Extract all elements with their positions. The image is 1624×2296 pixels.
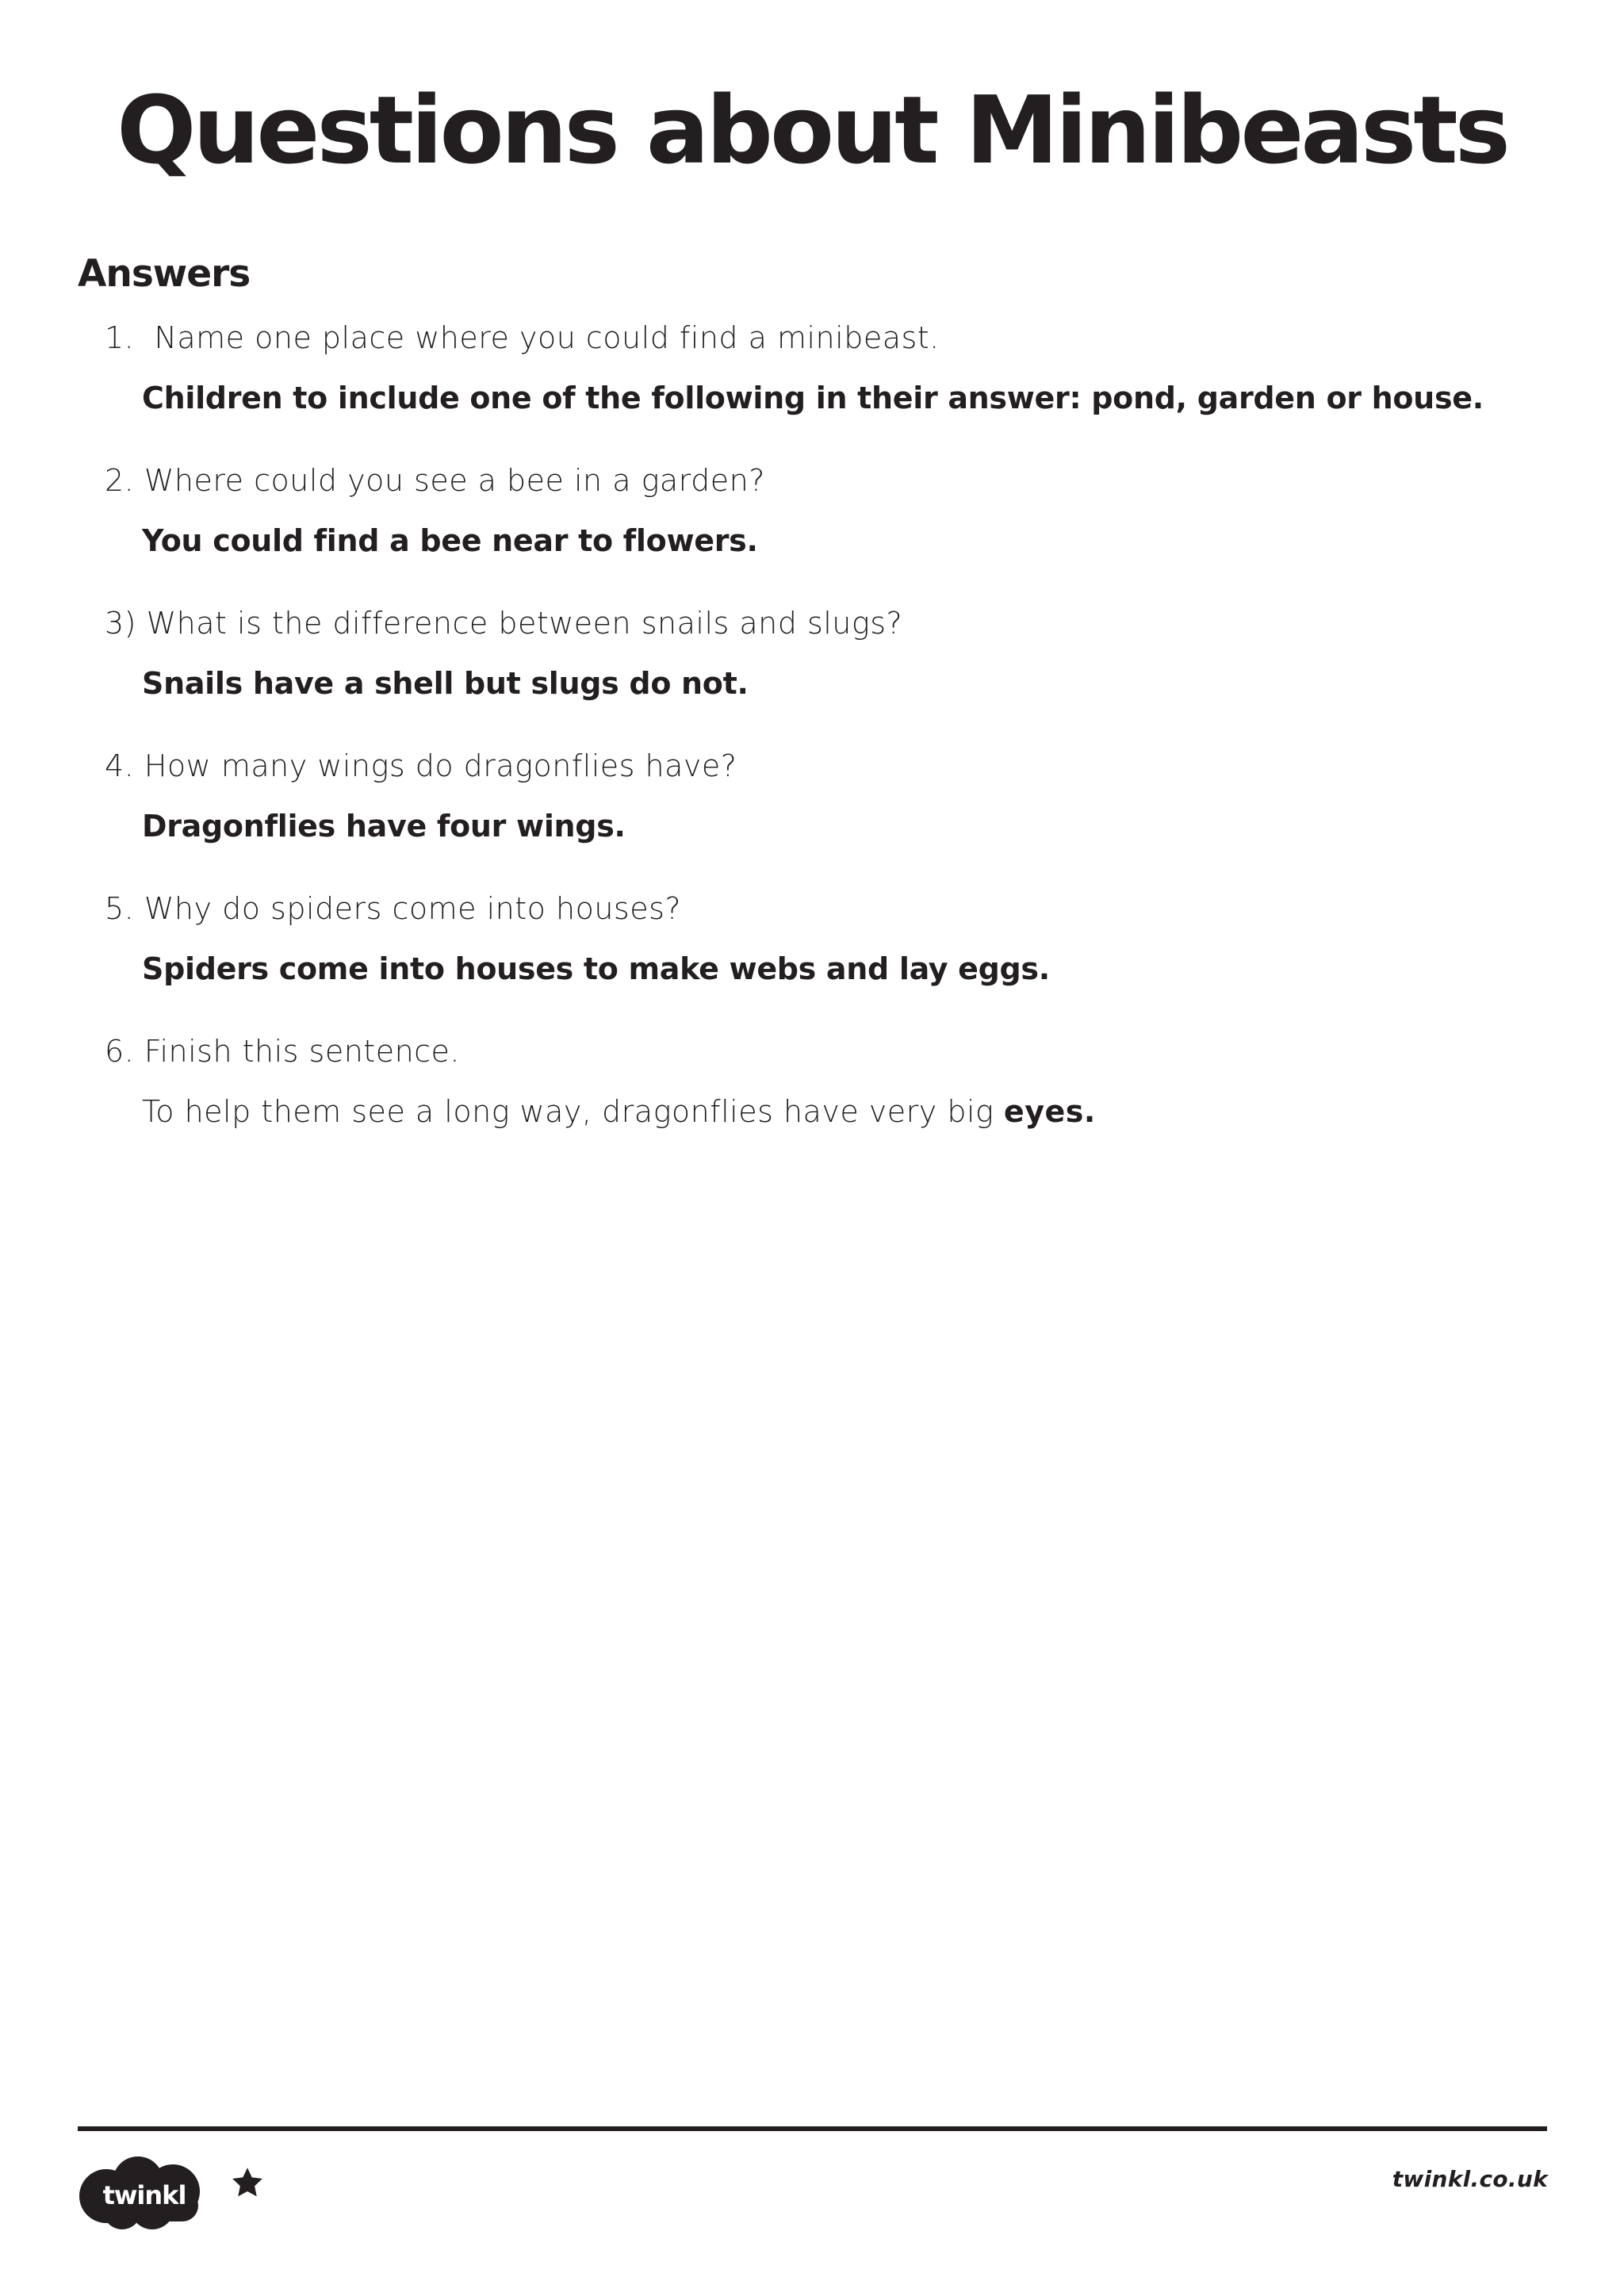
- section-heading: Answers: [78, 252, 251, 296]
- qa-item-4: [105, 747, 1532, 890]
- answer-word: eyes.: [1003, 1094, 1096, 1129]
- qa-item-3: [105, 604, 1532, 747]
- logo-text: twinkl: [102, 2180, 186, 2210]
- qa-item-5: [105, 890, 1532, 1032]
- answer: Spiders come into houses to make webs and lay eggs.: [142, 951, 1050, 986]
- question: [105, 461, 1532, 499]
- question-text: Where could you see a bee in a garden?: [144, 463, 765, 498]
- footer-divider: [78, 2126, 1547, 2131]
- question-number: 5.: [105, 891, 135, 926]
- qa-item-2: [105, 461, 1532, 604]
- question-number: 4.: [105, 748, 135, 783]
- answer-sentence: To help them see a long way, dragonflies have very big: [142, 1094, 994, 1129]
- answer: You could find a bee near to flowers.: [142, 523, 758, 558]
- question-text: Name one place where you could find a minibeast.: [154, 320, 940, 355]
- question: [105, 319, 1532, 357]
- question-text: Why do spiders come into houses?: [144, 891, 682, 926]
- question-text: How many wings do dragonflies have?: [144, 748, 737, 783]
- answer: [142, 1093, 1532, 1131]
- page-title: Questions about Minibeasts: [117, 75, 1507, 185]
- question-number: 6.: [105, 1034, 135, 1069]
- question: [105, 747, 1532, 785]
- question: [105, 604, 1532, 642]
- answer: Children to include one of the following in their answer: pond, garden or house.: [142, 381, 1484, 415]
- question: [105, 890, 1532, 928]
- question-number: 3): [105, 606, 137, 641]
- question: [105, 1032, 1532, 1070]
- question-answer-list: [105, 319, 1532, 1175]
- question-text: What is the difference between snails and slugs?: [146, 606, 903, 641]
- qa-item-1: [105, 319, 1532, 461]
- question-number: 1.: [105, 320, 135, 355]
- twinkl-logo[interactable]: [75, 2155, 209, 2231]
- star-icon: [230, 2165, 265, 2200]
- answer: Snails have a shell but slugs do not.: [142, 666, 749, 701]
- qa-item-6: [105, 1032, 1532, 1175]
- question-text: Finish this sentence.: [144, 1034, 461, 1069]
- answer: Dragonflies have four wings.: [142, 809, 626, 844]
- footer-url[interactable]: twinkl.co.uk: [1392, 2166, 1548, 2192]
- question-number: 2.: [105, 463, 135, 498]
